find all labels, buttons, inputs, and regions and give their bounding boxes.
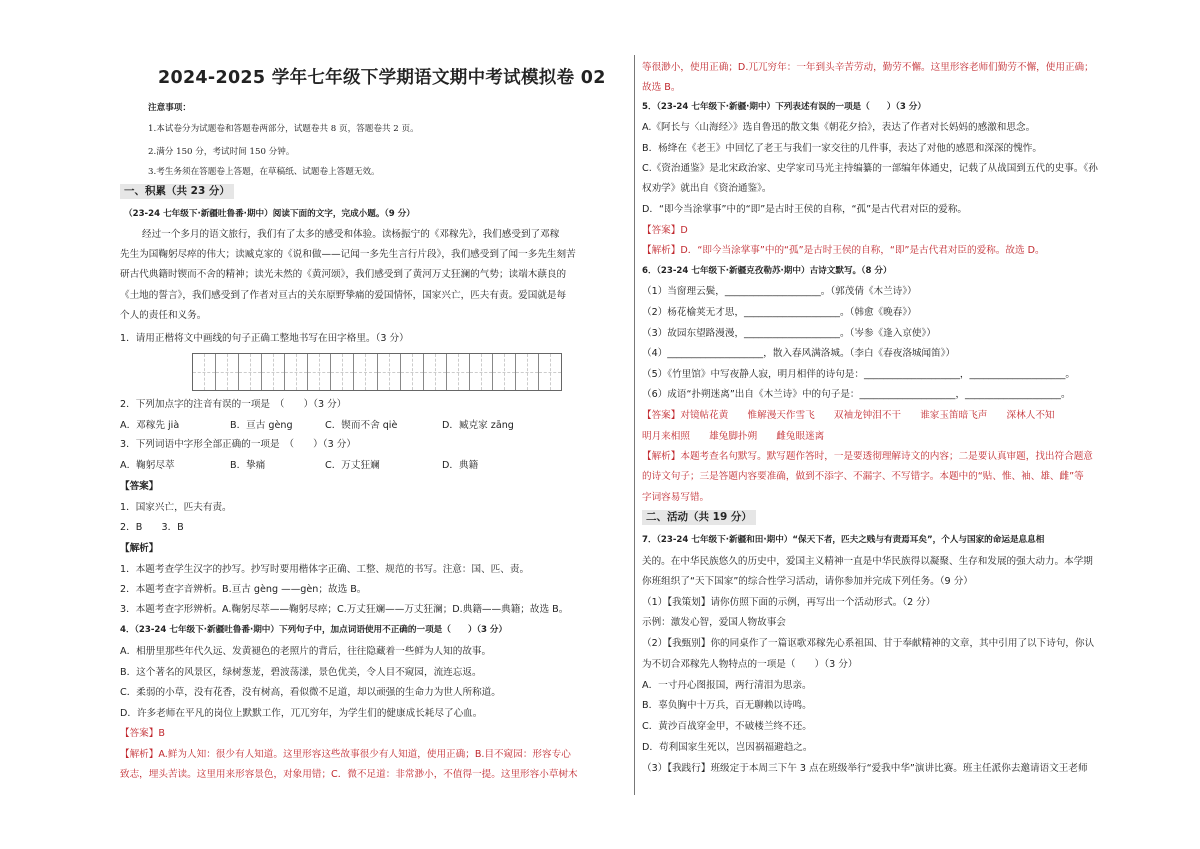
answer-line: 1．国家兴亡，匹夫有责。 <box>120 502 232 513</box>
analysis-label: 【解析】 <box>120 543 159 554</box>
analysis-line: 【解析】D．“即今当涂掌事”中的“孤”是古时王侯的自称，“即”是古代君对臣的爱称。故选 D。 <box>642 245 1045 256</box>
option-d: D．许多老师在平凡的岗位上默默工作，兀兀穷年，为学生们的健康成长耗尽了心血。 <box>120 708 483 719</box>
recitation-item: （4）____________________，散入春风满洛城。（李白《春夜洛城闻笛》） <box>642 348 956 359</box>
option-b: B．挚痛 <box>230 460 266 471</box>
section-heading: 二、活动（共 19 分） <box>642 510 756 525</box>
writing-grid[interactable] <box>192 353 562 391</box>
option-c-cont: 权劝学》就出自《资治通鉴》。 <box>642 183 772 194</box>
notice-heading: 注意事项： <box>148 103 191 113</box>
passage-line: 研古代典籍时锲而不舍的精神；读光未然的《黄河颂》，我们感受到了黄河万丈狂澜的气势；读端木蕻良的 <box>120 269 567 280</box>
recitation-item: （6）成语“扑朔迷离”出自《木兰诗》中的句子是：____________________，____________________。 <box>642 389 1071 400</box>
option-a: A.《阿长与〈山海经〉》选自鲁迅的散文集《朝花夕拾》，表达了作者对长妈妈的感激和思念。 <box>642 122 1036 133</box>
recitation-item: （3）故园东望路漫漫，____________________。（岑参《逢入京使》） <box>642 328 936 339</box>
question-7-line: 你班组织了“天下国家”的综合性学习活动，请你参加并完成下列任务。（9 分） <box>642 576 973 587</box>
analysis-line: 3．本题考查字形辨析。A.鞠躬尽萃——鞠躬尽瘁；C.万丈狂斓——万丈狂澜；D.典籍——典籍；故选 B。 <box>120 604 569 615</box>
left-column <box>120 0 628 849</box>
option-a: A．一寸丹心图报国，两行清泪为思亲。 <box>642 680 812 691</box>
passage-line: 先生为国鞠躬尽瘁的伟大；读臧克家的《说和做——记闻一多先生言行片段》，我们感受到了闻一多先生刻苦 <box>120 249 576 260</box>
option-c: C.《资治通鉴》是北宋政治家、史学家司马光主持编纂的一部编年体通史，记载了从战国到五代的史事。《孙 <box>642 163 1098 174</box>
analysis-line: 等很渺小，使用正确；D.兀兀穷年：一年到头辛苦劳动，勤劳不懈。这里形容老师们勤劳不懈，使用正确； <box>642 62 1094 73</box>
recitation-item: （5）《竹里馆》中写夜静人寂，明月相伴的诗句是：____________________，____________________。 <box>642 369 1076 380</box>
column-divider <box>634 55 635 795</box>
option-a: A．相册里那些年代久远、发黄褪色的老照片的背后，往往隐藏着一些鲜为人知的故事。 <box>120 646 492 657</box>
page-title: 2024-2025 学年七年级下学期语文期中考试模拟卷 02 <box>158 68 606 88</box>
option-d: D．典籍 <box>442 460 479 471</box>
question-intro: （23-24 七年级下·新疆吐鲁番·期中）阅读下面的文字，完成小题。（9 分） <box>124 209 415 219</box>
option-b: B．辜负胸中十万兵，百无聊赖以诗鸣。 <box>642 700 812 711</box>
analysis-line: 2．本题考查字音辨析。B.亘古 gèng ——gèn；故选 B。 <box>120 584 367 595</box>
task-3: （3）【我践行】班级定于本周三下午 3 点在班级举行“爱我中华”演讲比赛。班主任派你去邀请语文王老师 <box>642 763 1088 774</box>
passage-line: 经过一个多月的语文旅行，我们有了太多的感受和体验。读杨振宁的《邓稼先》，我们感受到了邓稼 <box>142 229 560 240</box>
option-b: B．这个著名的风景区，绿树葱茏，碧波荡漾，景色优美，令人目不窥园，流连忘返。 <box>120 667 482 678</box>
question-2: 2．下列加点字的注音有误的一项是 （ ）（3 分） <box>120 399 347 410</box>
question-6: 6．（23-24 七年级下·新疆克孜勒苏·期中）古诗文默写。（8 分） <box>642 266 892 276</box>
analysis-line: 字词容易写错。 <box>642 492 710 503</box>
option-b: B．杨绛在《老王》中回忆了老王与我们一家交往的几件事，表达了对他的感恩和深深的愧怍。 <box>642 143 1042 154</box>
right-column <box>642 0 1128 849</box>
section-heading: 一、积累（共 23 分） <box>120 184 234 199</box>
task-2: （2）【我甄别】你的同桌作了一篇讴歌邓稼先心系祖国、甘于奉献精神的文章，其中引用了以下诗句，你认 <box>642 638 1095 649</box>
option-c: C．黄沙百战穿金甲，不破楼兰终不还。 <box>642 721 812 732</box>
analysis-line: 【解析】A.鲜为人知：很少有人知道。这里形容这些故事很少有人知道，使用正确；B.目不窥园：形容专心 <box>120 749 571 760</box>
analysis-line: 故选 B。 <box>642 82 681 93</box>
option-b: B．亘古 gèng <box>230 420 293 431</box>
answer-line: 2．B 3．B <box>120 522 184 533</box>
answer-line: 明月来相照 雄兔脚扑朔 雌兔眼迷离 <box>642 431 825 442</box>
analysis-line: 1．本题考查学生汉字的抄写。抄写时要用楷体字正确、工整、规范的书写。注意：国、匹、责。 <box>120 564 530 575</box>
question-1: 1．请用正楷将文中画线的句子正确工整地书写在田字格里。（3 分） <box>120 333 409 344</box>
answer-line: 【答案】D <box>642 225 688 236</box>
task-2-line: 为不切合邓稼先人物特点的一项是（ ）（3 分） <box>642 659 858 670</box>
recitation-item: （2）杨花榆荚无才思，____________________。（韩愈《晚春》） <box>642 307 917 318</box>
notice-item: 3.考生务须在答题卷上答题，在草稿纸、试题卷上答题无效。 <box>148 167 380 177</box>
question-7-line: 关的。在中华民族悠久的历史中，爱国主义精神一直是中华民族得以凝聚、生存和发展的强大动力。本学期 <box>642 556 1093 567</box>
passage-line: 个人的责任和义务。 <box>120 310 207 321</box>
option-c: C．柔弱的小草，没有花香，没有树高，看似微不足道，却以顽强的生命力为世人所称道。 <box>120 687 501 698</box>
option-a: A．邓稼先 jià <box>120 420 180 431</box>
analysis-line: 致志，埋头苦读。这里用来形容景色，对象用错；C．微不足道：非常渺小，不值得一提。这里形容小草树木 <box>120 769 578 780</box>
question-7: 7．（23-24 七年级下·新疆和田·期中）“保天下者，匹夫之贱与有责焉耳矣”，个人与国家的命运是息息相 <box>642 535 1045 545</box>
task-1: （1）【我策划】请你仿照下面的示例，再写出一个活动形式。（2 分） <box>642 597 936 608</box>
analysis-line: 的诗文句子；三是答题内容要准确，做到不添字、不漏字、不写错字。本题中的“贴、惟、袖、雄、雌”等 <box>642 471 1084 482</box>
question-3: 3．下列词语中字形全部正确的一项是 （ ）（3 分） <box>120 439 356 450</box>
answer-label: 【答案】 <box>120 481 159 492</box>
option-a: A．鞠躬尽萃 <box>120 460 175 471</box>
question-4: 4．（23-24 七年级下·新疆吐鲁番·期中）下列句子中，加点词语使用不正确的一项是（ ）（3 分） <box>120 625 508 635</box>
recitation-item: （1）当窗理云鬓，____________________。（郭茂倩《木兰诗》） <box>642 286 917 297</box>
answer-line: 【答案】B <box>120 728 165 739</box>
passage-line: 《土地的誓言》，我们感受到了作者对亘古的关东原野挚痛的爱国情怀，国家兴亡，匹夫有责。爱国就是每 <box>120 290 567 301</box>
analysis-line: 【解析】本题考查名句默写。默写题作答时，一是要透彻理解诗文的内容；二是要认真审题，找出符合题意 <box>642 451 1093 462</box>
option-c: C．锲而不舍 qiè <box>325 420 398 431</box>
option-c: C．万丈狂斓 <box>325 460 380 471</box>
question-5: 5．（23-24 七年级下·新疆·期中）下列表述有误的一项是（ ）（3 分） <box>642 102 926 112</box>
option-d: D．苟利国家生死以，岂因祸福避趋之。 <box>642 742 813 753</box>
notice-item: 1.本试卷分为试题卷和答题卷两部分，试题卷共 8 页，答题卷共 2 页。 <box>148 124 419 134</box>
task-1-example: 示例：激发心智，爱国人物故事会 <box>642 617 786 628</box>
notice-item: 2.满分 150 分，考试时间 150 分钟。 <box>148 147 295 157</box>
option-d: D．“即今当涂掌事”中的“即”是古时王侯的自称，“孤”是古代君对臣的爱称。 <box>642 204 968 215</box>
answer-line: 【答案】对镜帖花黄 惟解漫天作雪飞 双袖龙钟泪不干 谁家玉笛暗飞声 深林人不知 <box>642 410 1055 421</box>
option-d: D．臧克家 zāng <box>442 420 514 431</box>
